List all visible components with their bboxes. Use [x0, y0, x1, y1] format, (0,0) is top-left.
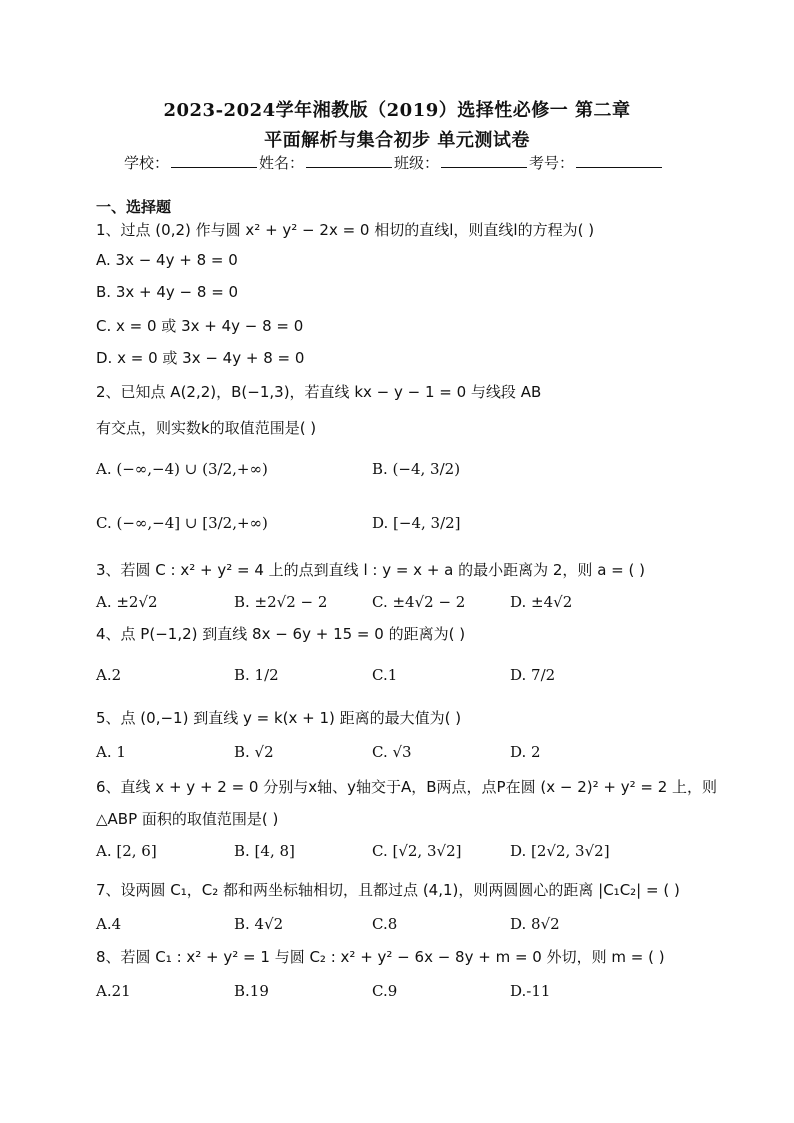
question-6-option-c: C. [√2, 3√2]: [372, 842, 462, 860]
name-label: 姓名：: [259, 154, 305, 172]
question-3-stem: 3、若圆 C : x² + y² = 4 上的点到直线 l : y = x + a 的最小距离为 2，则 a = ( ): [96, 561, 645, 579]
question-2-stem-cont: 有交点，则实数k的取值范围是( ): [96, 419, 317, 437]
question-8-option-d: D.-11: [510, 982, 551, 1000]
exam-title-line1: 2023-2024学年湘教版（2019）选择性必修一 第二章: [163, 100, 631, 121]
question-1-option-d: D. x = 0 或 3x − 4y + 8 = 0: [96, 349, 305, 367]
question-5-option-d: D. 2: [510, 743, 541, 761]
question-6-option-b: B. [4, 8]: [234, 842, 295, 860]
question-3-option-b: B. ±2√2 − 2: [234, 593, 328, 611]
question-6-option-a: A. [2, 6]: [96, 842, 157, 860]
question-6-stem: 6、直线 x + y + 2 = 0 分别与x轴、y轴交于A，B两点，点P在圆 (x − 2)² + y² = 2 上，则: [96, 778, 718, 796]
question-8-option-a: A.21: [96, 982, 131, 1000]
question-5-option-c: C. √3: [372, 743, 412, 761]
question-5-option-b: B. √2: [234, 743, 274, 761]
exam-number-label: 考号：: [529, 154, 575, 172]
class-label: 班级：: [394, 154, 440, 172]
question-5-option-a: A. 1: [96, 743, 126, 761]
question-4-stem: 4、点 P(−1,2) 到直线 8x − 6y + 15 = 0 的距离为( ): [96, 625, 466, 643]
question-4-option-a: A.2: [96, 666, 122, 684]
question-2-option-b: B. (−4, 3/2): [372, 460, 461, 478]
question-8-option-b: B.19: [234, 982, 269, 1000]
question-1-option-b: B. 3x + 4y − 8 = 0: [96, 283, 239, 301]
question-6-stem-cont: △ABP 面积的取值范围是( ): [96, 810, 279, 828]
question-7-option-a: A.4: [96, 915, 122, 933]
question-1-option-a: A. 3x − 4y + 8 = 0: [96, 251, 238, 269]
question-2-option-a: A. (−∞,−4) ∪ (3/2,+∞): [96, 460, 268, 478]
name-blank[interactable]: [306, 153, 392, 168]
question-5-stem: 5、点 (0,−1) 到直线 y = k(x + 1) 距离的最大值为( ): [96, 709, 462, 727]
question-2-stem: 2、已知点 A(2,2)，B(−1,3)，若直线 kx − y − 1 = 0 与线段 AB: [96, 383, 542, 401]
question-8-stem: 8、若圆 C₁ : x² + y² = 1 与圆 C₂ : x² + y² − 6x − 8y + m = 0 外切，则 m = ( ): [96, 948, 665, 966]
question-6-option-d: D. [2√2, 3√2]: [510, 842, 610, 860]
question-8-option-c: C.9: [372, 982, 398, 1000]
exam-title-line2: 平面解析与集合初步 单元测试卷: [264, 130, 530, 151]
question-2-option-c: C. (−∞,−4] ∪ [3/2,+∞): [96, 514, 268, 532]
question-7-stem: 7、设两圆 C₁，C₂ 都和两坐标轴相切，且都过点 (4,1)，则两圆圆心的距离 |C₁C₂| = ( ): [96, 881, 680, 899]
question-4-option-b: B. 1/2: [234, 666, 279, 684]
school-label: 学校：: [124, 154, 170, 172]
question-7-option-c: C.8: [372, 915, 398, 933]
question-3-option-d: D. ±4√2: [510, 593, 573, 611]
question-7-option-d: D. 8√2: [510, 915, 560, 933]
question-4-option-c: C.1: [372, 666, 398, 684]
question-3-option-c: C. ±4√2 − 2: [372, 593, 466, 611]
question-7-option-b: B. 4√2: [234, 915, 284, 933]
class-blank[interactable]: [441, 153, 527, 168]
question-1-stem: 1、过点 (0,2) 作与圆 x² + y² − 2x = 0 相切的直线l，则直线l的方程为( ): [96, 221, 595, 239]
school-blank[interactable]: [171, 153, 257, 168]
question-1-option-c: C. x = 0 或 3x + 4y − 8 = 0: [96, 317, 304, 335]
exam-number-blank[interactable]: [576, 153, 662, 168]
question-3-option-a: A. ±2√2: [96, 593, 158, 611]
question-4-option-d: D. 7/2: [510, 666, 556, 684]
student-info-row: [124, 152, 664, 173]
section-title: 一、选择题: [96, 198, 172, 216]
question-2-option-d: D. [−4, 3/2]: [372, 514, 461, 532]
